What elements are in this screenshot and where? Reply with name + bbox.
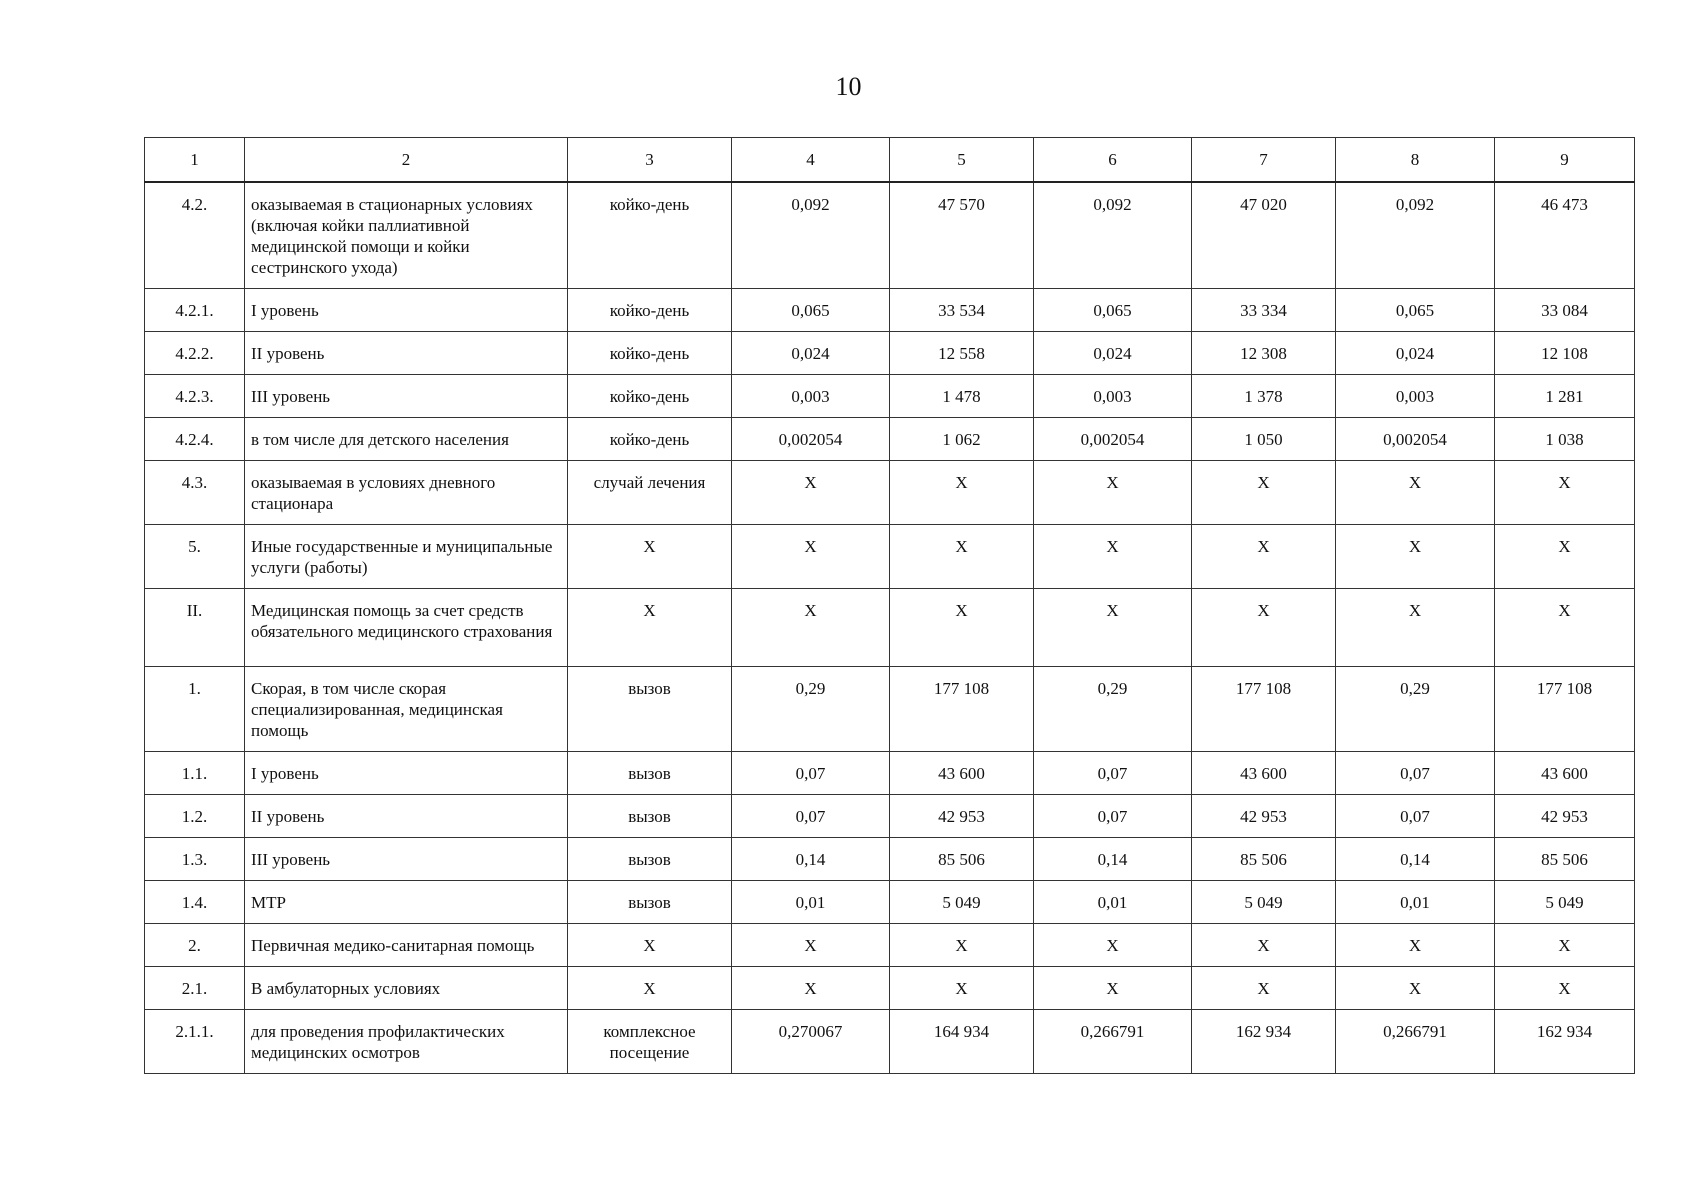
- table-cell: 0,003: [732, 375, 890, 418]
- table-cell: 1 062: [890, 418, 1034, 461]
- table-cell: для проведения профилактических медицинских осмотров: [245, 1010, 568, 1074]
- table-cell: 177 108: [1495, 667, 1635, 752]
- table-cell: 4.2.1.: [145, 289, 245, 332]
- table-cell: 1.1.: [145, 752, 245, 795]
- table-cell: койко-день: [568, 289, 732, 332]
- column-header: 5: [890, 138, 1034, 183]
- page-number: 10: [835, 72, 862, 101]
- table-cell: койко-день: [568, 418, 732, 461]
- table-cell: 0,266791: [1034, 1010, 1192, 1074]
- table-cell: 0,07: [1034, 752, 1192, 795]
- table-cell: оказываемая в условиях дневного стационара: [245, 461, 568, 525]
- table-cell: комплексное посещение: [568, 1010, 732, 1074]
- table-row: [145, 881, 1635, 924]
- table-row: [145, 418, 1635, 461]
- table-cell: 47 020: [1192, 182, 1336, 289]
- table-row: [145, 182, 1635, 289]
- header-row: [145, 138, 1635, 183]
- table-cell: 0,14: [732, 838, 890, 881]
- table-cell: 0,14: [1336, 838, 1495, 881]
- table-cell: 0,266791: [1336, 1010, 1495, 1074]
- table-cell: 0,14: [1034, 838, 1192, 881]
- table-cell: вызов: [568, 752, 732, 795]
- table-cell: X: [1034, 525, 1192, 589]
- table-cell: в том числе для детского населения: [245, 418, 568, 461]
- table-cell: Иные государственные и муниципальные услуги (работы): [245, 525, 568, 589]
- column-header: 6: [1034, 138, 1192, 183]
- table-cell: 1.4.: [145, 881, 245, 924]
- table-cell: 1.3.: [145, 838, 245, 881]
- table-cell: 0,092: [1336, 182, 1495, 289]
- column-header: 8: [1336, 138, 1495, 183]
- table-cell: 85 506: [1192, 838, 1336, 881]
- table-cell: койко-день: [568, 375, 732, 418]
- table-cell: 5 049: [1192, 881, 1336, 924]
- table-cell: X: [1495, 525, 1635, 589]
- table-cell: 0,002054: [732, 418, 890, 461]
- table-cell: 33 334: [1192, 289, 1336, 332]
- column-header: 1: [145, 138, 245, 183]
- table-cell: 0,024: [732, 332, 890, 375]
- table-cell: 0,01: [1034, 881, 1192, 924]
- table-row: [145, 525, 1635, 589]
- table-cell: X: [1336, 589, 1495, 667]
- table-cell: 85 506: [1495, 838, 1635, 881]
- table-cell: X: [1192, 461, 1336, 525]
- table-cell: 1 050: [1192, 418, 1336, 461]
- table-cell: X: [568, 525, 732, 589]
- table-cell: 43 600: [1495, 752, 1635, 795]
- table-cell: вызов: [568, 838, 732, 881]
- table-cell: III уровень: [245, 838, 568, 881]
- table-cell: 0,024: [1034, 332, 1192, 375]
- table-cell: X: [1495, 967, 1635, 1010]
- table-cell: X: [1495, 924, 1635, 967]
- table-cell: X: [1034, 589, 1192, 667]
- table-cell: койко-день: [568, 332, 732, 375]
- table-row: [145, 375, 1635, 418]
- table-cell: X: [732, 589, 890, 667]
- table-cell: II уровень: [245, 332, 568, 375]
- table-cell: X: [1034, 924, 1192, 967]
- table-cell: X: [1192, 967, 1336, 1010]
- table-cell: вызов: [568, 881, 732, 924]
- table-cell: X: [890, 461, 1034, 525]
- table-cell: 42 953: [1495, 795, 1635, 838]
- table-cell: 0,002054: [1034, 418, 1192, 461]
- table-cell: III уровень: [245, 375, 568, 418]
- table-cell: X: [890, 967, 1034, 1010]
- table-cell: оказываемая в стационарных условиях (включая койки паллиативной медицинской помощи и койки сестринского ухода): [245, 182, 568, 289]
- table-cell: 4.2.2.: [145, 332, 245, 375]
- table-cell: В амбулаторных условиях: [245, 967, 568, 1010]
- table-cell: 0,29: [732, 667, 890, 752]
- table-cell: 4.2.3.: [145, 375, 245, 418]
- table-row: [145, 461, 1635, 525]
- table-cell: X: [890, 589, 1034, 667]
- column-header: 7: [1192, 138, 1336, 183]
- table-cell: X: [732, 525, 890, 589]
- table-row: [145, 667, 1635, 752]
- table-cell: X: [1336, 924, 1495, 967]
- table-cell: X: [1336, 967, 1495, 1010]
- table-cell: 4.2.4.: [145, 418, 245, 461]
- table-cell: X: [568, 967, 732, 1010]
- table-cell: вызов: [568, 795, 732, 838]
- table-cell: 12 308: [1192, 332, 1336, 375]
- table-cell: X: [732, 924, 890, 967]
- table-cell: Медицинская помощь за счет средств обязательного медицинского страхования: [245, 589, 568, 667]
- table-cell: X: [732, 967, 890, 1010]
- table-cell: X: [1192, 525, 1336, 589]
- table-cell: II уровень: [245, 795, 568, 838]
- table-row: [145, 332, 1635, 375]
- table-cell: койко-день: [568, 182, 732, 289]
- table-cell: 33 084: [1495, 289, 1635, 332]
- table-cell: X: [568, 589, 732, 667]
- table-row: [145, 838, 1635, 881]
- table-row: [145, 289, 1635, 332]
- table-cell: X: [1495, 461, 1635, 525]
- table-row: [145, 924, 1635, 967]
- table-cell: 2.1.1.: [145, 1010, 245, 1074]
- table-cell: 2.1.: [145, 967, 245, 1010]
- table-cell: 1 478: [890, 375, 1034, 418]
- table-cell: 177 108: [890, 667, 1034, 752]
- table-cell: 0,003: [1336, 375, 1495, 418]
- table-cell: X: [1034, 967, 1192, 1010]
- table-cell: 0,29: [1034, 667, 1192, 752]
- table-cell: X: [568, 924, 732, 967]
- table-row: [145, 1010, 1635, 1074]
- table-header: [145, 138, 1635, 183]
- table-cell: Скорая, в том числе скорая специализированная, медицинская помощь: [245, 667, 568, 752]
- table-cell: 0,01: [732, 881, 890, 924]
- table-cell: 42 953: [1192, 795, 1336, 838]
- table-cell: X: [1034, 461, 1192, 525]
- table-cell: 0,092: [1034, 182, 1192, 289]
- table-cell: 0,003: [1034, 375, 1192, 418]
- table-cell: I уровень: [245, 289, 568, 332]
- table-cell: 1 038: [1495, 418, 1635, 461]
- table-cell: II.: [145, 589, 245, 667]
- table-cell: 5 049: [890, 881, 1034, 924]
- column-header: 3: [568, 138, 732, 183]
- table-cell: 2.: [145, 924, 245, 967]
- table-cell: МТР: [245, 881, 568, 924]
- table-cell: X: [1336, 525, 1495, 589]
- table-cell: 42 953: [890, 795, 1034, 838]
- table-body: [145, 182, 1635, 1074]
- table-cell: I уровень: [245, 752, 568, 795]
- table-row: [145, 589, 1635, 667]
- table-cell: 1.: [145, 667, 245, 752]
- table-cell: вызов: [568, 667, 732, 752]
- table-cell: 12 108: [1495, 332, 1635, 375]
- table-cell: 5.: [145, 525, 245, 589]
- data-table: [144, 137, 1635, 1074]
- table-cell: 0,065: [1034, 289, 1192, 332]
- table-cell: 0,07: [1034, 795, 1192, 838]
- table-row: [145, 752, 1635, 795]
- column-header: 2: [245, 138, 568, 183]
- table-cell: Первичная медико-санитарная помощь: [245, 924, 568, 967]
- table-cell: X: [1192, 924, 1336, 967]
- table-cell: 0,270067: [732, 1010, 890, 1074]
- table-cell: 5 049: [1495, 881, 1635, 924]
- table-cell: 162 934: [1192, 1010, 1336, 1074]
- table-cell: 0,29: [1336, 667, 1495, 752]
- table-row: [145, 967, 1635, 1010]
- table-cell: 164 934: [890, 1010, 1034, 1074]
- table-cell: 1 378: [1192, 375, 1336, 418]
- table-cell: X: [1336, 461, 1495, 525]
- table-cell: X: [1495, 589, 1635, 667]
- table-cell: 0,024: [1336, 332, 1495, 375]
- table-cell: 0,07: [1336, 795, 1495, 838]
- table-cell: 43 600: [890, 752, 1034, 795]
- table-cell: 177 108: [1192, 667, 1336, 752]
- table-cell: 1.2.: [145, 795, 245, 838]
- table-cell: 47 570: [890, 182, 1034, 289]
- table-cell: X: [1192, 589, 1336, 667]
- table-cell: случай лечения: [568, 461, 732, 525]
- table-cell: 0,065: [732, 289, 890, 332]
- column-header: 9: [1495, 138, 1635, 183]
- table-cell: 85 506: [890, 838, 1034, 881]
- table-cell: 0,07: [732, 752, 890, 795]
- table-cell: 46 473: [1495, 182, 1635, 289]
- table-row: [145, 795, 1635, 838]
- table-cell: 162 934: [1495, 1010, 1635, 1074]
- column-header: 4: [732, 138, 890, 183]
- table-cell: X: [890, 924, 1034, 967]
- table-cell: X: [890, 525, 1034, 589]
- table-cell: 0,065: [1336, 289, 1495, 332]
- table-cell: 12 558: [890, 332, 1034, 375]
- table-cell: 0,002054: [1336, 418, 1495, 461]
- table-cell: 4.2.: [145, 182, 245, 289]
- table-cell: 0,07: [732, 795, 890, 838]
- table-cell: 1 281: [1495, 375, 1635, 418]
- table-cell: 33 534: [890, 289, 1034, 332]
- table-cell: X: [732, 461, 890, 525]
- table-cell: 0,092: [732, 182, 890, 289]
- table-cell: 0,01: [1336, 881, 1495, 924]
- table-cell: 4.3.: [145, 461, 245, 525]
- table-cell: 0,07: [1336, 752, 1495, 795]
- table-cell: 43 600: [1192, 752, 1336, 795]
